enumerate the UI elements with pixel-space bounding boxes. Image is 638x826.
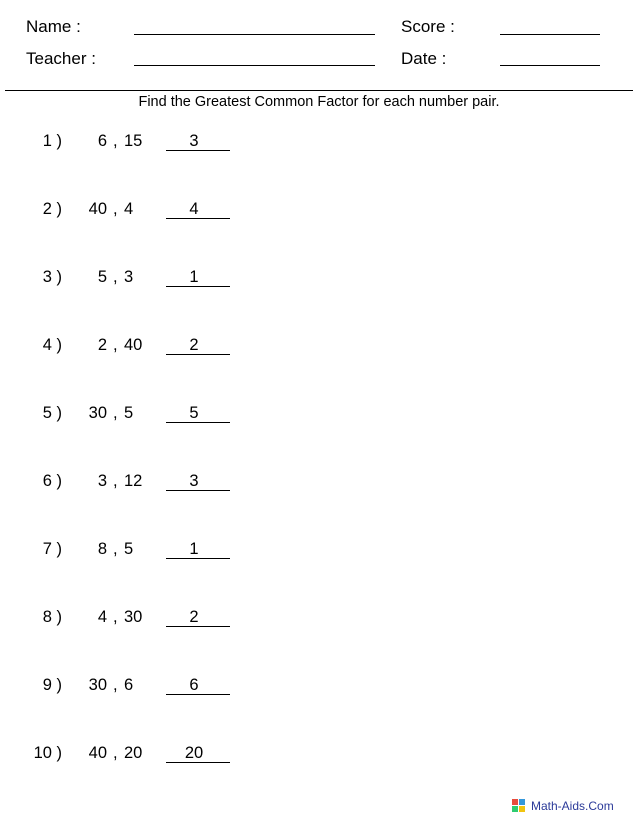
first-number: 40 xyxy=(88,200,107,218)
problem-number: 4 ) xyxy=(42,336,62,354)
problem-row xyxy=(0,402,300,424)
problem-row xyxy=(0,266,300,288)
first-number: 40 xyxy=(88,744,107,762)
separator-comma: , xyxy=(113,676,118,694)
problem-number: 7 ) xyxy=(42,540,62,558)
score-label: Score : xyxy=(401,17,455,36)
math-aids-logo-icon xyxy=(512,799,526,813)
first-number: 2 xyxy=(97,336,107,354)
problem-number: 9 ) xyxy=(42,676,62,694)
second-number: 15 xyxy=(124,132,143,150)
answer-blank[interactable] xyxy=(166,762,230,763)
first-number: 8 xyxy=(97,540,107,558)
answer-blank[interactable] xyxy=(166,218,230,219)
second-number: 3 xyxy=(124,268,134,286)
separator-comma: , xyxy=(113,200,118,218)
problem-row xyxy=(0,606,300,628)
header-divider xyxy=(5,90,633,91)
problem-number: 8 ) xyxy=(42,608,62,626)
date-field[interactable] xyxy=(500,65,600,66)
answer-value: 3 xyxy=(189,472,199,490)
answer-blank[interactable] xyxy=(166,694,230,695)
logo-square xyxy=(519,806,525,812)
first-number: 4 xyxy=(97,608,107,626)
answer-blank[interactable] xyxy=(166,626,230,627)
teacher-field[interactable] xyxy=(134,65,375,66)
name-label: Name : xyxy=(26,17,81,36)
logo-square xyxy=(512,799,518,805)
separator-comma: , xyxy=(113,336,118,354)
separator-comma: , xyxy=(113,132,118,150)
answer-blank[interactable] xyxy=(166,150,230,151)
separator-comma: , xyxy=(113,608,118,626)
first-number: 5 xyxy=(97,268,107,286)
first-number: 30 xyxy=(88,676,107,694)
first-number: 3 xyxy=(97,472,107,490)
answer-value: 6 xyxy=(189,676,199,694)
site-name: Math-Aids.Com xyxy=(531,799,614,813)
answer-blank[interactable] xyxy=(166,490,230,491)
teacher-label: Teacher : xyxy=(26,49,96,68)
problem-number: 6 ) xyxy=(42,472,62,490)
second-number: 12 xyxy=(124,472,143,490)
instructions: Find the Greatest Common Factor for each number pair. xyxy=(138,94,500,110)
problem-row xyxy=(0,538,300,560)
second-number: 40 xyxy=(124,336,143,354)
second-number: 20 xyxy=(124,744,143,762)
answer-blank[interactable] xyxy=(166,286,230,287)
problem-number: 3 ) xyxy=(42,268,62,286)
problem-number: 5 ) xyxy=(42,404,62,422)
problem-row xyxy=(0,130,300,152)
separator-comma: , xyxy=(113,404,118,422)
answer-value: 4 xyxy=(189,200,199,218)
separator-comma: , xyxy=(113,472,118,490)
name-field[interactable] xyxy=(134,34,375,35)
problem-row xyxy=(0,674,300,696)
answer-blank[interactable] xyxy=(166,354,230,355)
problem-number: 1 ) xyxy=(42,132,62,150)
answer-blank[interactable] xyxy=(166,558,230,559)
second-number: 5 xyxy=(124,404,134,422)
problem-number: 2 ) xyxy=(42,200,62,218)
logo-square xyxy=(519,799,525,805)
answer-value: 2 xyxy=(189,336,199,354)
problem-row xyxy=(0,742,300,764)
date-label: Date : xyxy=(401,49,447,68)
second-number: 4 xyxy=(124,200,134,218)
second-number: 6 xyxy=(124,676,134,694)
first-number: 30 xyxy=(88,404,107,422)
answer-value: 20 xyxy=(184,744,204,762)
answer-value: 2 xyxy=(189,608,199,626)
problem-row xyxy=(0,334,300,356)
separator-comma: , xyxy=(113,744,118,762)
first-number: 6 xyxy=(97,132,107,150)
answer-value: 3 xyxy=(189,132,199,150)
answer-value: 5 xyxy=(189,404,199,422)
problem-row xyxy=(0,198,300,220)
answer-value: 1 xyxy=(189,540,199,558)
answer-blank[interactable] xyxy=(166,422,230,423)
second-number: 30 xyxy=(124,608,143,626)
separator-comma: , xyxy=(113,540,118,558)
score-field[interactable] xyxy=(500,34,600,35)
answer-value: 1 xyxy=(189,268,199,286)
problem-number: 10 ) xyxy=(33,744,62,762)
separator-comma: , xyxy=(113,268,118,286)
problem-row xyxy=(0,470,300,492)
second-number: 5 xyxy=(124,540,134,558)
footer-branding xyxy=(512,798,614,814)
logo-square xyxy=(512,806,518,812)
